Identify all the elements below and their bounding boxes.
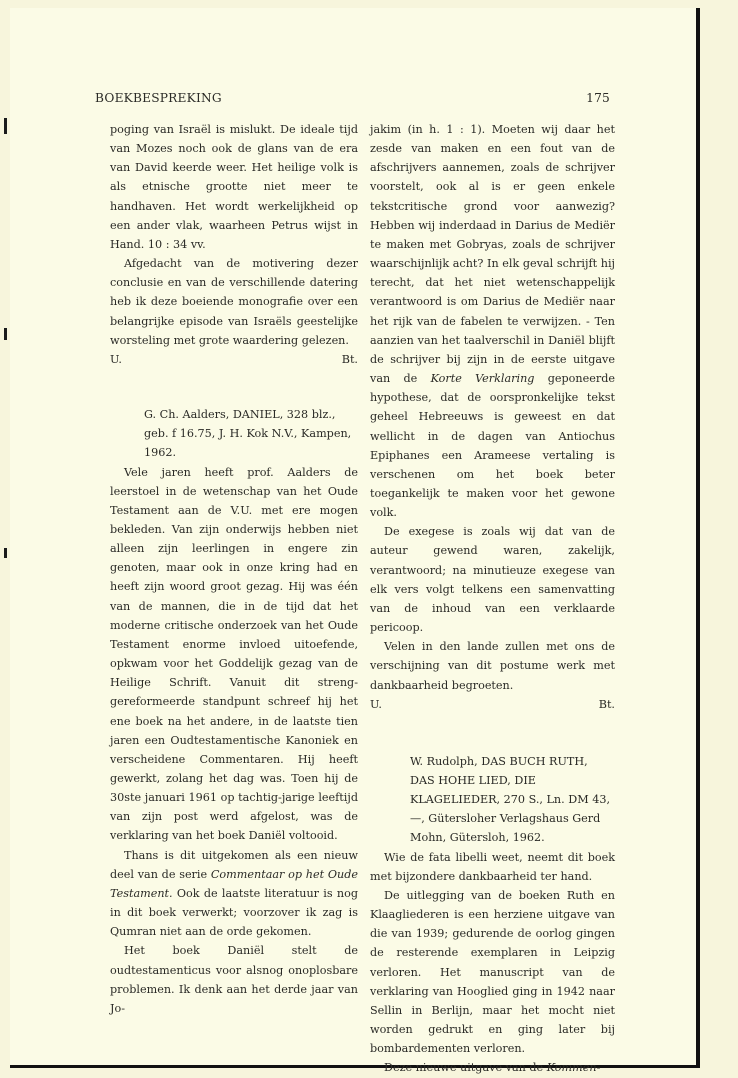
signature-initial: U. [370, 697, 382, 711]
binding-mark [4, 548, 7, 558]
paragraph: Velen in den lande zullen met ons de verschijning van dit postume werk met dankbaarheid begroeten. [370, 640, 615, 692]
paragraph: De exegese is zoals wij dat van de auteur gewend waren, zakelijk, verantwoord; na minutieuze exegese van elk vers volgt telkens een samenvatting van de inhoud van een verklaarde pericoop. [370, 525, 615, 635]
left-column [110, 120, 358, 1018]
signature-initial: U. [110, 352, 122, 366]
text-run: Deze nieuwe uitgave van de [384, 1061, 547, 1075]
review-signature [110, 350, 358, 369]
right-column [370, 120, 615, 1078]
paragraph [110, 846, 358, 942]
work-title: Kommen- [546, 1061, 601, 1075]
page-number: 175 [586, 91, 610, 105]
signature-reviewer: Bt. [598, 697, 615, 711]
paragraph: Vele jaren heeft prof. Aalders de leerstoel in de wetenschap van het Oude Testament aan de V.U. met ere mogen bekleden. Van zijn onderwijs hebben niet alleen zijn leerlingen in engere zin genoten, maar ook in onze kring had en heeft zijn woord groot gezag. Hij was één van de mannen, die in de tijd dat het moderne critische onderzoek van het Oude Testament enorme invloed uitoefende, opkwam voor het Goddelijk gezag van de Heilige Schrift. Vanuit dit streng-gereformeerde standpunt schreef hij het ene boek na het andere, in de laatste tien jaren een Oudtestamentische Kanoniek en verscheidene Commentaren. Hij heeft gewerkt, zolang het dag was. Toen hij de 30ste januari 1961 op tachtig-jarige leeftijd van zijn post werd afgelost, was de verklaring van het boek Daniël voltooid. [110, 465, 358, 843]
paragraph: Het boek Daniël stelt de oudtestamenticus voor alsnog onoplosbare problemen. Ik denk aan het derde jaar van Jo- [110, 944, 358, 1015]
running-header [95, 91, 615, 107]
series-title: Commentaar op het Oude Testament. [110, 867, 358, 900]
signature-reviewer: Bt. [341, 352, 358, 366]
paragraph: Afgedacht van de motivering dezer conclusie en van de verschillende datering heb ik deze boeiende monografie over een belangrijke episode van Israëls geestelijke worsteling met grote waardering gelezen. [110, 257, 358, 347]
text-run: jakim (in h. 1 : 1). Moeten wij daar het zesde van maken en een fout van de afschrijvers aannemen, zoals de schrijver voorstelt, ook al is er geen enkele tekstcritische grond voor aanwezig? Hebben wij inderdaad in Darius de Mediër te maken met Gobryas, zoals de schrijver waarschijnlijk acht? In elk geval schrijft hij terecht, dat het niet wetenschappelijk verantwoord is om Darius de Mediër naar het rijk van de fabelen te verwijzen. - Ten aanzien van het taalverschil in Daniël blijft de schrijver bij zijn in de eerste uitgave van de [370, 123, 615, 386]
paragraph [370, 120, 615, 522]
review-signature [370, 695, 615, 714]
paragraph: Wie de fata libelli weet, neemt dit boek met bijzondere dankbaarheid ter hand. [370, 850, 615, 883]
text-run: geponeerde hypothese, dat de oorspronkelijke tekst geheel Hebreeuws is geweest en dat wellicht in de dagen van Antiochus Epiphanes een Arameese vertaling is verschenen om het boek beter toegankelijk te maken voor het gewone volk. [370, 372, 615, 520]
paragraph: poging van Israël is mislukt. De ideale tijd van Mozes noch ook de glans van de era van David keerde weer. Het heilige volk is als etnische grootte niet meer te handhaven. Het wordt werkelijkheid op een ander vlak, waarheen Petrus wijst in Hand. 10 : 34 vv. [110, 123, 358, 251]
running-title: BOEKBESPREKING [95, 91, 222, 105]
text-run: Ook de laatste literatuur is nog in dit boek verwerkt; voorzover ik zag is Qumran niet aan de orde gekomen. [110, 886, 358, 939]
binding-mark [4, 118, 7, 134]
binding-mark [4, 328, 7, 340]
book-entry: W. Rudolph, DAS BUCH RUTH, DAS HOHE LIED, DIE KLAGELIEDER, 270 S., Ln. DM 43,—, Gütersloher Verlagshaus Gerd Mohn, Gütersloh, 1962. [410, 754, 611, 845]
book-entry: G. Ch. Aalders, DANIEL, 328 blz., geb. f 16.75, J. H. Kok N.V., Kampen, 1962. [144, 408, 352, 460]
text-run: Thans is dit uitgekomen als een nieuw deel van de serie [110, 848, 358, 881]
paragraph: De uitlegging van de boeken Ruth en Klaagliederen is een herziene uitgave van die van 1939; gedurende de oorlog gingen de resterende exemplaren in Leipzig verloren. Het manuscript van de verklaring van Hooglied ging in 1942 naar Sellin in Berlijn, maar het mocht niet worden gedrukt en ging later bij bombardementen verloren. [370, 888, 615, 1056]
work-title: Korte Verklaring [430, 372, 535, 386]
